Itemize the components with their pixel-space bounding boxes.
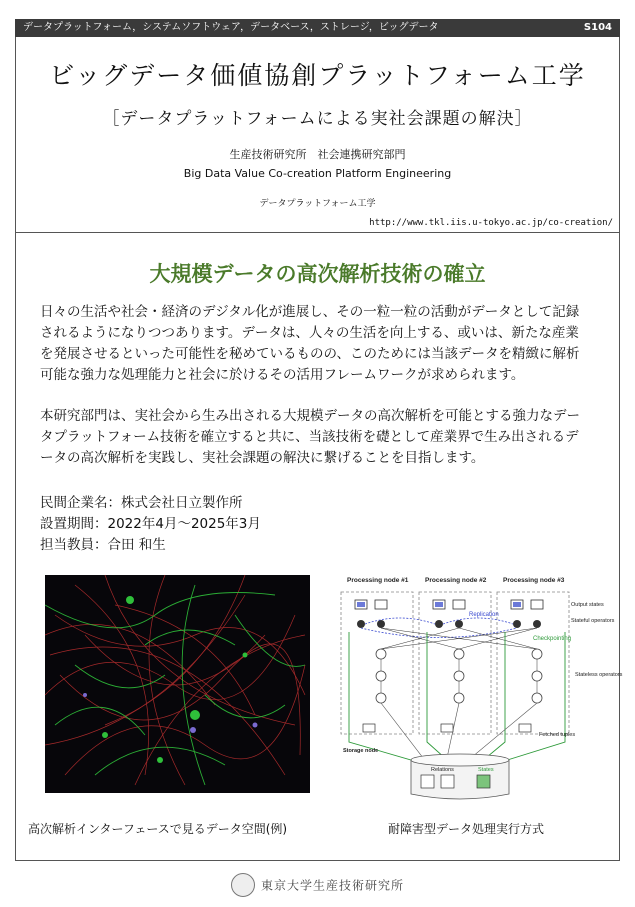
footer (0, 873, 635, 897)
stateful-operators-label: Stateful operators (571, 618, 615, 624)
lab-name-english: Big Data Value Co-creation Platform Engineering (183, 167, 452, 180)
group-name: データプラットフォーム工学 (259, 199, 376, 209)
network-graph-image (45, 575, 310, 793)
stateless-operators-label: Stateless operators (575, 672, 623, 678)
checkpointing-label: Checkpointing (533, 636, 572, 642)
node-label-1: Processing node #1 (347, 577, 409, 584)
staff-line: 担当教員：合田 和生 (40, 537, 166, 553)
fetched-tuples-label: Fetched tuples (539, 732, 576, 738)
info-block (40, 493, 261, 556)
storage-node-label: Storage node (343, 748, 379, 754)
output-states-label: Output states (571, 602, 604, 608)
lab-url-link[interactable]: http://www.tkl.iis.u-tokyo.ac.jp/co-creation/ (369, 218, 613, 228)
fault-tolerant-diagram (335, 572, 623, 804)
storage-node-cylinder (411, 754, 509, 799)
page-title: ビッグデータ価値協創プラットフォーム工学 (49, 61, 586, 90)
data-space-visualization (45, 575, 310, 793)
architecture-diagram (335, 572, 623, 804)
node-label-3: Processing node #3 (503, 577, 565, 584)
replication-label: Replication (469, 612, 499, 618)
paragraph-intro: 日々の生活や社会・経済のデジタル化が進展し、その一粒一粒の活動がデータとして記録されるようになりつつあります。データは、人々の生活を向上する、或いは、新たな産業を発展させるといった可能性を秘めているものの、このためには当該データを精緻に解析可能な強力な処理能力と社会に於けるその活用フレームワークが求められます。 (40, 304, 580, 383)
headline: 大規模データの高次解析技術の確立 (149, 262, 486, 286)
company-line: 民間企業名：株式会社日立製作所 (40, 495, 243, 511)
states-label: States (478, 767, 494, 773)
node-box-3 (497, 592, 572, 734)
category-text: データプラットフォーム，システムソフトウェア，データベース，ストレージ，ビッグデータ (23, 22, 439, 33)
poster-code: S104 (583, 22, 612, 33)
divider (15, 232, 620, 233)
node-box-1 (341, 592, 413, 734)
university-seal-icon (231, 873, 255, 897)
relations-label: Relations (431, 767, 454, 773)
paragraph-goal: 本研究部門は、実社会から生み出される大規模データの高次解析を可能とする強力なデータプラットフォーム技術を確立すると共に、当該技術を礎として産業界で生み出されるデータの高次解析を実践し、実社会課題の解決に繋げることを目指します。 (40, 408, 580, 466)
caption-left: 高次解析インターフェースで見るデータ空間(例) (28, 822, 288, 836)
category-bar (15, 19, 620, 37)
lab-name: 生産技術研究所 社会連携研究部門 (229, 148, 406, 161)
caption-right: 耐障害型データ処理実行方式 (388, 822, 545, 836)
footer-institute: 東京大学生産技術研究所 (260, 878, 404, 893)
node-label-2: Processing node #2 (425, 577, 487, 584)
page-subtitle: ［データプラットフォームによる実社会課題の解決］ (102, 109, 533, 129)
period-line: 設置期間：2022年4月～2025年3月 (40, 516, 261, 532)
